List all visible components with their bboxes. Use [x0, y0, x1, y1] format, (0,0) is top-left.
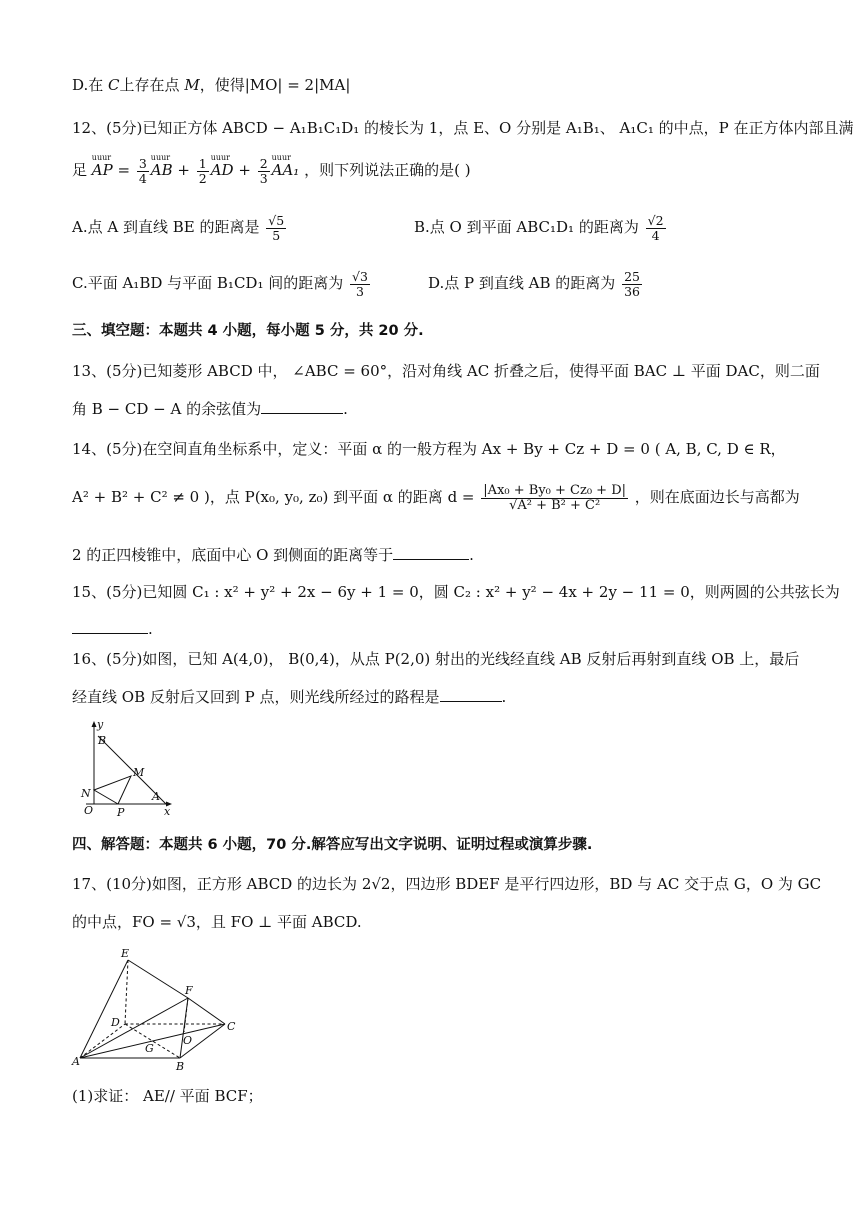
- coef-3-4: $\frac{3}{4}$: [138, 155, 147, 186]
- vec-ap: uuur AP: [91, 153, 113, 179]
- q14-line1: 14、(5分)在空间直角坐标系中，定义：平面 α 的一般方程为 Ax + By + Cz + D = 0 ( A, B, C, D ∈ R，: [72, 440, 786, 458]
- q15-line2: .: [72, 618, 153, 640]
- q16-line1: 16、(5分)如图，已知 A(4,0)， B(0,4)，从点 P(2,0) 射出的光线经直线 AB 反射后再射到直线 OB 上，最后: [72, 650, 800, 668]
- q12-option-d-value: $\frac{25}{36}$: [624, 268, 640, 299]
- q12-prefix: 足: [72, 161, 88, 179]
- q12-option-b-value: $\frac{√2}{4}$: [647, 212, 664, 243]
- fig16-label-p: P: [117, 806, 125, 818]
- q17-line2: 的中点，FO = √3，且 FO ⊥ 平面 ABCD.: [72, 913, 362, 931]
- q12-option-a-value: $\frac{√5}{5}$: [268, 212, 285, 243]
- fig17-label-e: E: [121, 947, 130, 960]
- q12-option-b: B.点 O 到平面 ABC₁D₁ 的距离为 $\frac{√2}{4}$: [414, 212, 664, 243]
- q16-answer-blank[interactable]: [440, 687, 502, 702]
- q11-option-d: [72, 74, 350, 96]
- q16-line2: 经直线 OB 反射后又回到 P 点，则光线所经过的路程是 .: [72, 688, 507, 706]
- coef-2-3: $\frac{2}{3}$: [259, 155, 268, 186]
- vec-aa1: uuur AA₁: [271, 153, 300, 179]
- q16-figure: [76, 718, 176, 818]
- fig16-label-a: A: [152, 790, 160, 803]
- q12-option-c: C.平面 A₁BD 与平面 B₁CD₁ 间的距离为 $\frac{√3}{3}$: [72, 268, 368, 299]
- q11-m-var: M: [184, 76, 200, 94]
- fig17-label-g: G: [145, 1042, 154, 1055]
- q13-line2: 角 B − CD − A 的余弦值为 .: [72, 400, 348, 418]
- q17-figure: [70, 946, 240, 1074]
- q14-line3: 2 的正四棱锥中，底面中心 O 到侧面的距离等于 .: [72, 546, 474, 564]
- q12-option-a: A.点 A 到直线 BE 的距离是 $\frac{√5}{5}$: [72, 212, 285, 243]
- q17-line1: 17、(10分)如图，正方形 ABCD 的边长为 2√2，四边形 BDEF 是平行四边形，BD 与 AC 交于点 G，O 为 GC: [72, 875, 822, 893]
- fig16-label-o: O: [84, 804, 94, 817]
- fig16-label-m: M: [133, 766, 145, 779]
- fig17-label-f: F: [185, 984, 193, 997]
- q14-answer-blank[interactable]: [393, 545, 469, 560]
- q17-part1: (1)求证： AE// 平面 BCF；: [72, 1087, 263, 1105]
- q13-answer-blank[interactable]: [261, 399, 343, 414]
- fig16-label-x: x: [164, 805, 171, 818]
- q12-stem-line2: 足 uuur AP = $\frac{3}{4}$ uuur AB + $\frac{1}{2}$ uuur AD + $\frac{2}{3}$ uuur AA₁ ，则下列说法正确的是( ): [72, 150, 471, 190]
- q11-mid: 上存在点: [119, 76, 180, 94]
- section-4-heading: 四、解答题：本题共 6 小题，70 分.解答应写出文字说明、证明过程或演算步骤.: [72, 837, 593, 853]
- q12-stem-line1: 12、(5分)已知正方体 ABCD − A₁B₁C₁D₁ 的棱长为 1，点 E、O 分别是 A₁B₁、 A₁C₁ 的中点，P 在正方体内部且满: [72, 119, 854, 137]
- q11-tail: ，使得|MO| = 2|MA|: [199, 76, 351, 94]
- q11-option-d-label: D.在: [72, 76, 104, 94]
- fig17-label-c: C: [227, 1020, 236, 1033]
- fig17-label-d: D: [111, 1016, 120, 1029]
- section-3-heading: 三、填空题：本题共 4 小题，每小题 5 分，共 20 分.: [72, 323, 424, 339]
- q13-line1: 13、(5分)已知菱形 ABCD 中， ∠ABC = 60°，沿对角线 AC 折叠之后，使得平面 BAC ⊥ 平面 DAC，则二面: [72, 362, 820, 380]
- q14-line2: A² + B² + C² ≠ 0 )，点 P(x₀, y₀, z₀) 到平面 α 的距离 d = $\frac{\text{|Ax₀ + By₀ + Cz₀ + D|}}{\text{√A² + B² + C²}}$ ，则在底面边长与高都为: [72, 482, 800, 513]
- fig17-label-o: O: [183, 1034, 193, 1047]
- q15-line1: 15、(5分)已知圆 C₁ : x² + y² + 2x − 6y + 1 = 0，圆 C₂ : x² + y² − 4x + 2y − 11 = 0，则两圆的公共弦长为: [72, 583, 840, 601]
- q11-c-var: C: [108, 76, 120, 94]
- distance-formula: $\frac{\text{|Ax₀ + By₀ + Cz₀ + D|}}{\text{√A² + B² + C²}}$: [483, 482, 626, 513]
- fig16-label-b: B: [98, 734, 107, 747]
- vec-ab: uuur AB: [150, 153, 173, 179]
- q12-option-d: D.点 P 到直线 AB 的距离为 $\frac{25}{36}$: [428, 268, 640, 299]
- vec-ad: uuur AD: [210, 153, 234, 179]
- fig16-label-n: N: [81, 787, 91, 800]
- q15-answer-blank[interactable]: [72, 619, 148, 634]
- q12-option-c-value: $\frac{√3}{3}$: [352, 268, 368, 299]
- q12-suffix: ，则下列说法正确的是( ): [304, 161, 471, 179]
- coef-1-2: $\frac{1}{2}$: [198, 155, 207, 186]
- fig16-label-y: y: [97, 718, 104, 731]
- fig17-label-a: A: [72, 1055, 80, 1068]
- fig17-label-b: B: [176, 1060, 185, 1073]
